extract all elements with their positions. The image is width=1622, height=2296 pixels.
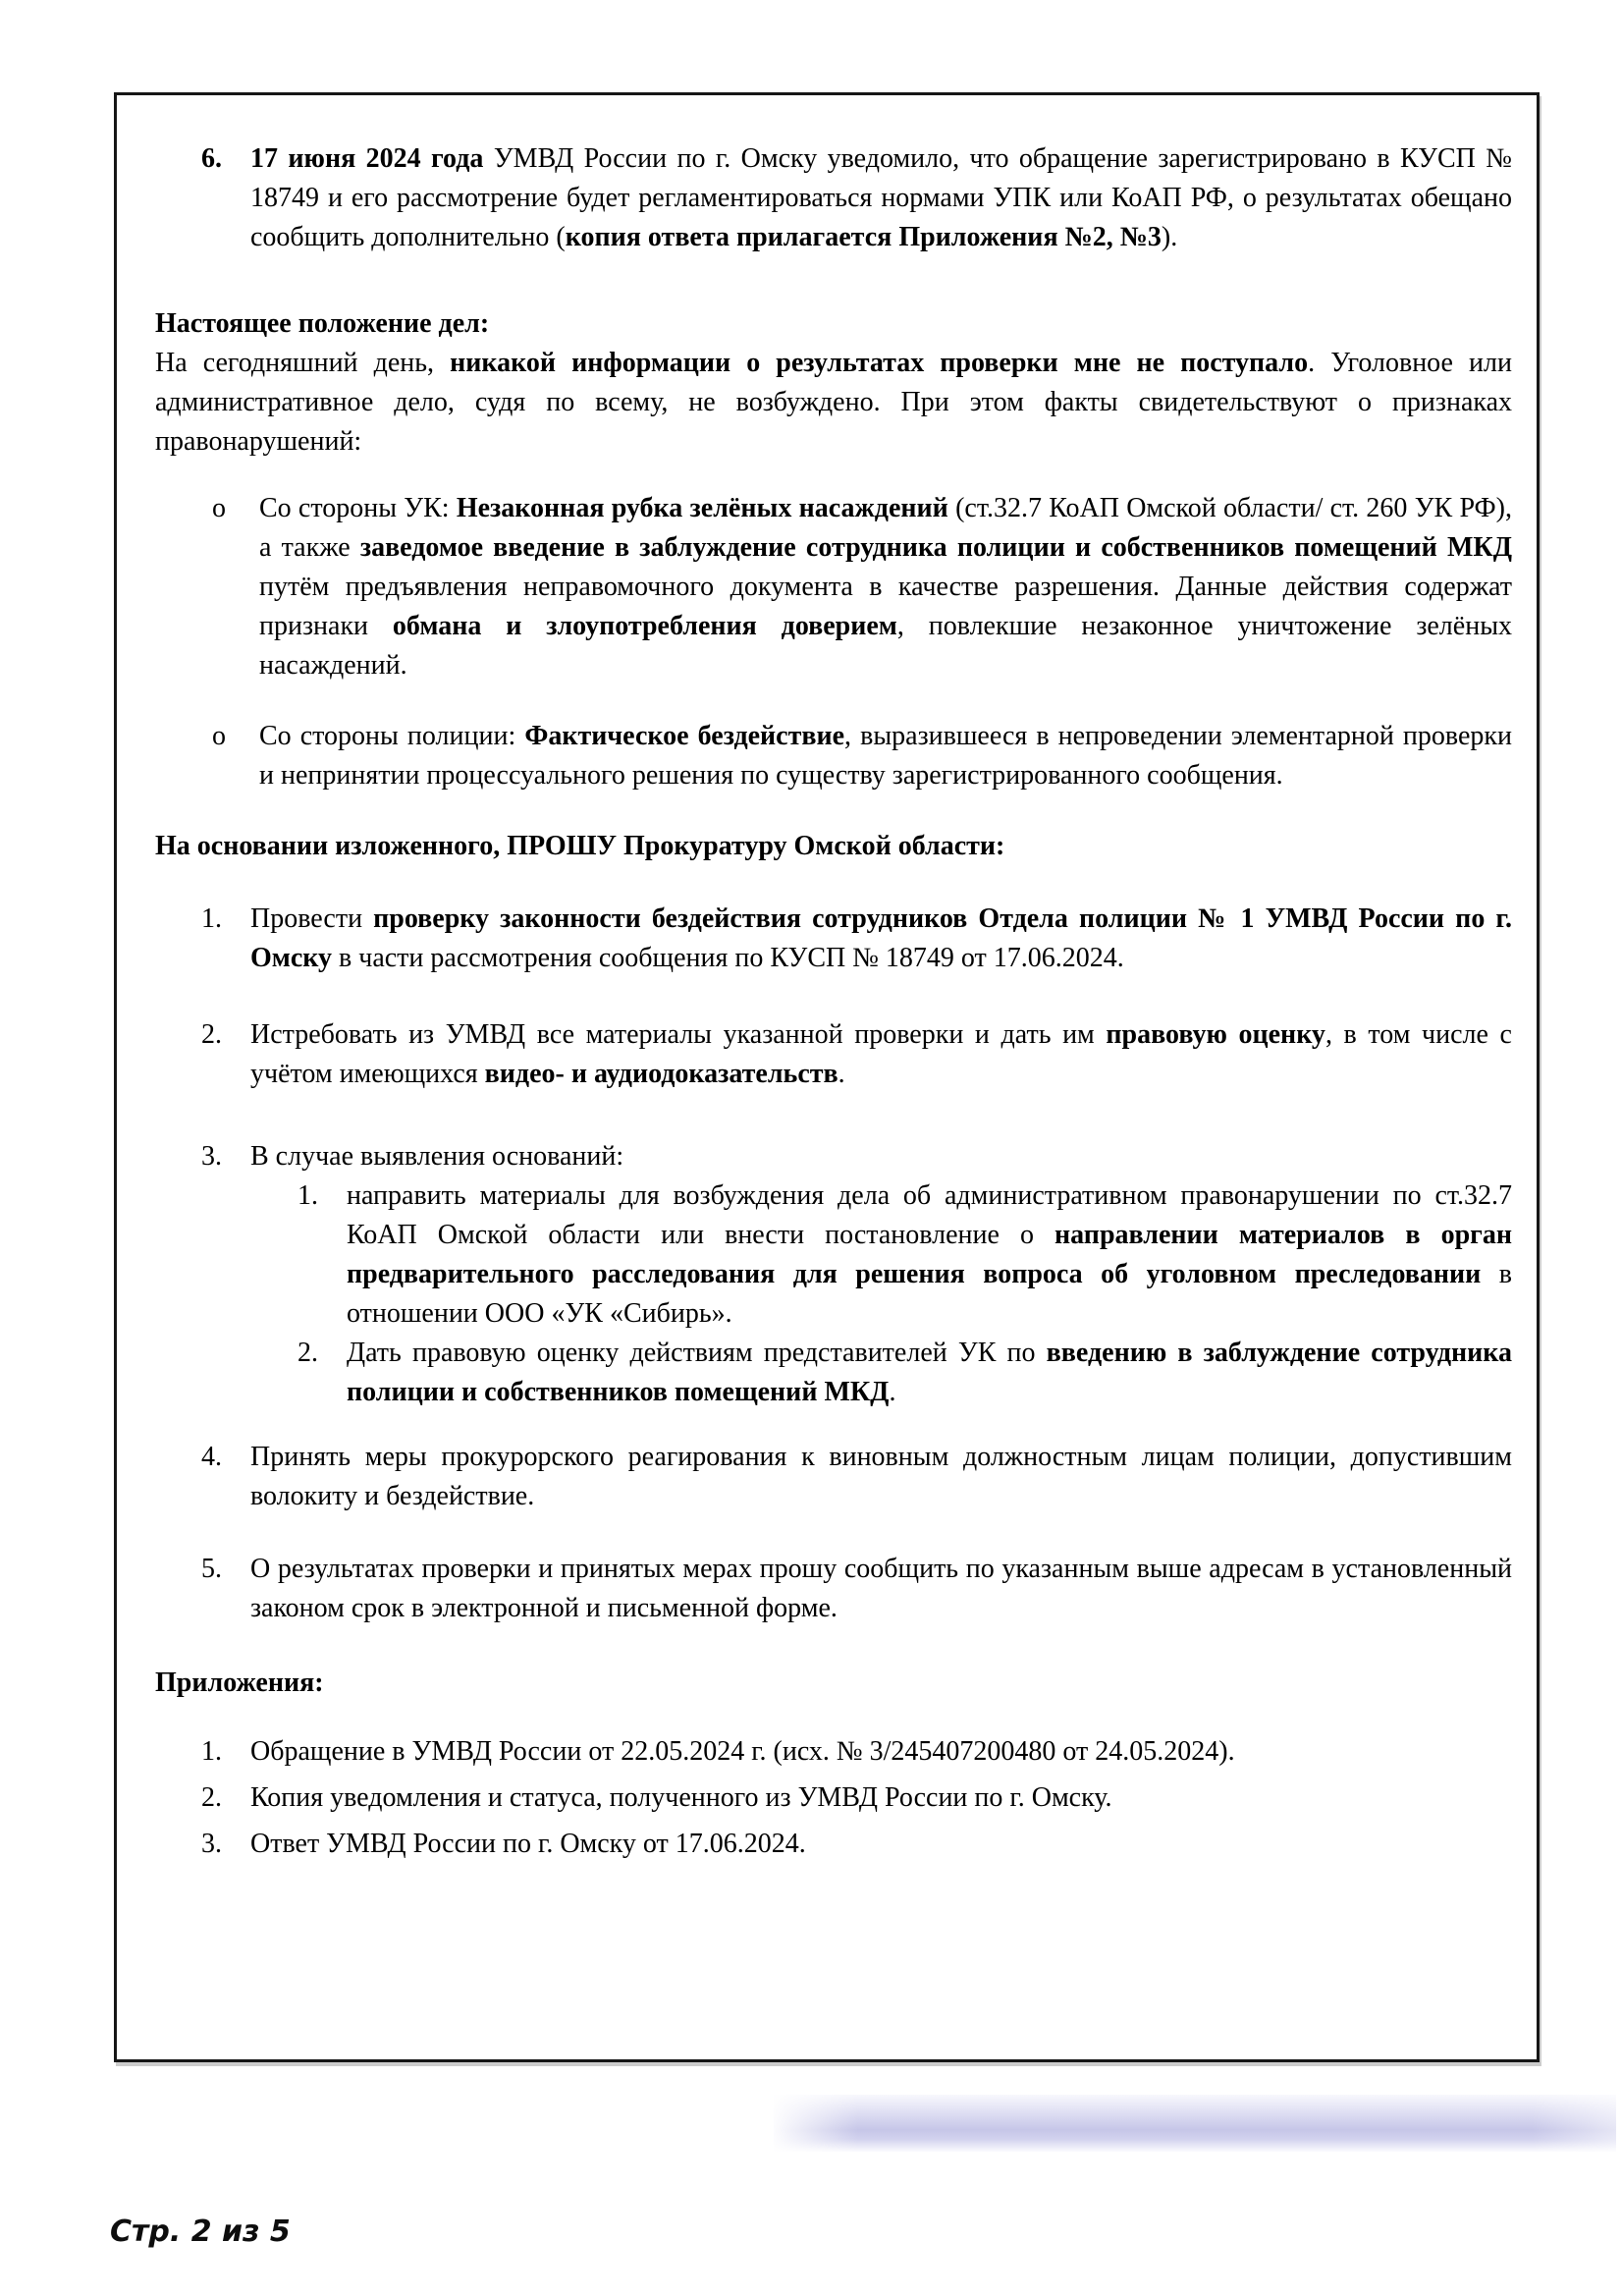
attachment-text: Обращение в УМВД России от 22.05.2024 г. (исх. № 3/245407200480 от 24.05.2024). <box>250 1736 1235 1767</box>
request-text: Провести проверку законности бездействия сотрудников Отдела полиции № 1 УМВД России по г. Омску в части рассмотрения сообщения по КУСП № 18749 от 17.06.2024. <box>250 903 1512 973</box>
list-number: 2. <box>201 1019 222 1050</box>
violation-text: Со стороны УК: Незаконная рубка зелёных насаждений (ст.32.7 КоАП Омской области/ ст. 260 УК РФ), а также заведомое введение в заблуждение сотрудника полиции и собственников помещений МКД путём предъявления неправомочного документа в качестве разрешения. Данные действия содержат признаки обмана и злоупотребления доверием, повлекшие незаконное уничтожение зелёных насаждений. <box>259 493 1513 681</box>
request-text: О результатах проверки и принятых мерах прошу сообщить по указанным выше адресам в установленный законом срок в электронной и письменной форме. <box>250 1554 1512 1623</box>
highlight-bar <box>774 2095 1616 2152</box>
page-number-label: Стр. 2 из 5 <box>110 2214 291 2249</box>
list-number: 2. <box>201 1782 222 1813</box>
request-3-intro: В случае выявления оснований: <box>250 1141 624 1172</box>
violation-item-police <box>155 717 1512 795</box>
attachment-text: Ответ УМВД России по г. Омску от 17.06.2024. <box>250 1829 806 1859</box>
request-item-1 <box>155 900 1512 978</box>
list-number: 1. <box>201 1736 222 1767</box>
list-number: 3. <box>201 1141 222 1172</box>
attachment-text: Копия уведомления и статуса, полученного из УМВД России по г. Омску. <box>250 1782 1112 1813</box>
numbered-paragraph-6 <box>155 139 1512 257</box>
request-3-sub-2 <box>250 1334 1512 1412</box>
request-item-3 <box>155 1137 1512 1412</box>
status-paragraph: На сегодняшний день, никакой информации о результатах проверки мне не поступало. Уголовное или административное дело, судя по всему, не возбуждено. При этом факты свидетельствуют о признаках правонарушений: <box>155 348 1512 457</box>
paragraph-text: 17 июня 2024 года УМВД России по г. Омску уведомило, что обращение зарегистрировано в КУСП № 18749 и его рассмотрение будет регламентироваться нормами УПК или КоАП РФ, о результатах обещано сообщить дополнительно (копия ответа прилагается Приложения №2, №3). <box>250 143 1513 252</box>
request-text <box>250 1137 1512 1412</box>
sub-request-text: Дать правовую оценку действиям представителей УК по введению в заблуждение сотрудника полиции и собственников помещений МКД. <box>347 1338 1513 1407</box>
list-number: 1. <box>201 903 222 934</box>
section-heading-request: На основании изложенного, ПРОШУ Прокуратуру Омской области: <box>155 831 1005 861</box>
bullet-marker: o <box>212 721 226 751</box>
request-item-4 <box>155 1438 1512 1516</box>
attachments-list <box>155 1732 1512 1864</box>
bullet-marker: o <box>212 493 226 523</box>
section-heading-attachments: Приложения: <box>155 1667 324 1698</box>
list-number: 2. <box>297 1338 318 1368</box>
list-number: 6. <box>201 143 222 174</box>
list-number: 4. <box>201 1442 222 1472</box>
list-number: 3. <box>201 1829 222 1859</box>
attachment-item-2 <box>155 1778 1512 1818</box>
request-item-5 <box>155 1550 1512 1628</box>
attachment-item-1 <box>155 1732 1512 1772</box>
attachment-item-3 <box>155 1825 1512 1864</box>
list-number: 5. <box>201 1554 222 1584</box>
legal-document-page <box>114 92 1540 2062</box>
request-text: Истребовать из УМВД все материалы указанной проверки и дать им правовую оценку, в том числе с учётом имеющихся видео- и аудиодоказательств. <box>250 1019 1512 1089</box>
request-3-sub-1 <box>250 1176 1512 1334</box>
violation-item-uk <box>155 489 1512 685</box>
section-heading-current-status: Настоящее положение дел: <box>155 308 490 339</box>
sub-request-text: направить материалы для возбуждения дела об административном правонарушении по ст.32.7 КоАП Омской области или внести постановление о направлении материалов в орган предварительного расследования для решения вопроса об уголовном преследовании в отношении ООО «УК «Сибирь». <box>347 1180 1512 1329</box>
request-text: Принять меры прокурорского реагирования к виновным должностным лицам полиции, допустившим волокиту и бездействие. <box>250 1442 1512 1511</box>
violation-text: Со стороны полиции: Фактическое бездействие, выразившееся в непроведении элементарной проверки и непринятии процессуального решения по существу зарегистрированного сообщения. <box>259 721 1512 791</box>
request-item-2 <box>155 1015 1512 1094</box>
list-number: 1. <box>297 1180 318 1211</box>
